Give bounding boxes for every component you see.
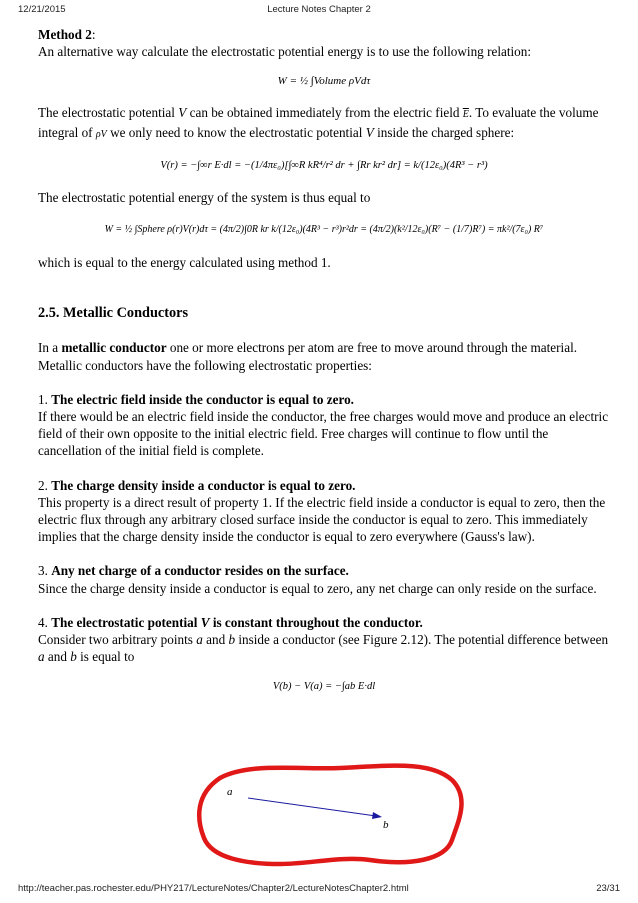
p4-b: b (228, 632, 236, 648)
equation-1: W = ½ ∫Volume ρVdτ (277, 75, 371, 88)
footer-page-number: 23/31 (596, 883, 620, 894)
method2-heading-line (38, 26, 610, 43)
p4-a: a (196, 632, 203, 648)
p1-title: The electric field inside the conductor is equal to zero. (51, 391, 354, 407)
para2-c: . To evaluate the volume integral of (38, 105, 599, 140)
p3-title: Any net charge of a conductor resides on the surface. (51, 563, 349, 579)
p4-title-V: V (200, 614, 210, 630)
p4-title-b: is constant throughout the conductor. (209, 614, 423, 630)
header-date: 12/21/2015 (18, 4, 66, 15)
equation-2-row (38, 143, 610, 189)
footer-url[interactable]: http://teacher.pas.rochester.edu/PHY217/LectureNotes/Chapter2/LectureNotesChapter2.html (18, 883, 409, 894)
property-1-text: If there would be an electric field inside the conductor, the free charges would move and produce an electric field of their own opposite to the initial electric field. Free charges will continue to flow until the cancellation of the initial field is complete. (38, 409, 609, 459)
p3-num: 3. (38, 563, 52, 579)
p4-text-a: Consider two arbitrary points (38, 632, 197, 648)
header-title: Lecture Notes Chapter 2 (267, 4, 371, 15)
property-3-text: Since the charge density inside a conductor is equal to zero, any net charge can only reside on the surface. (38, 580, 597, 596)
method2-colon: : (91, 27, 96, 42)
method2-heading: Method 2 (38, 27, 92, 42)
conductor-figure (190, 760, 470, 870)
para-potential (38, 104, 610, 142)
page-footer (18, 883, 620, 897)
p1-num: 1. (38, 391, 52, 407)
method2-intro: An alternative way calculate the electrostatic potential energy is to use the following relation: (38, 44, 532, 60)
property-1-title (38, 391, 610, 408)
point-b-label: b (383, 819, 389, 831)
p4-b2: b (70, 649, 77, 665)
property-4-title (38, 614, 610, 631)
para-equal-method1: which is equal to the energy calculated using method 1. (38, 255, 331, 271)
path-arrow-head (372, 812, 382, 819)
section-intro (38, 339, 610, 373)
intro-a: In a (38, 340, 62, 356)
p2-title: The charge density inside a conductor is equal to zero. (51, 477, 356, 493)
document-body (38, 26, 610, 705)
para2-a: The electrostatic potential (38, 105, 179, 121)
equation-1-row (38, 60, 610, 104)
equation-4-row (38, 665, 610, 705)
equation-4: V(b) − V(a) = −∫ab E·dl (272, 681, 376, 693)
property-4-text (38, 631, 610, 665)
path-arrow-line (248, 798, 376, 816)
page-header (18, 4, 620, 18)
section-title: 2.5. Metallic Conductors (38, 305, 189, 322)
point-a-label: a (227, 786, 233, 798)
para2-b: can be obtained immediately from the electric field (186, 105, 463, 121)
para2-E: $\overline{E}$ (462, 109, 469, 121)
p4-text-d: and (44, 649, 71, 665)
para2-V2: V (365, 124, 374, 140)
p4-num: 4. (38, 614, 52, 630)
para2-rhoV: ρV (95, 128, 107, 140)
p4-text-c: inside a conductor (see Figure 2.12). The potential difference between (235, 632, 609, 648)
p4-text-e: is equal to (76, 649, 135, 665)
para2-V: V (178, 105, 187, 121)
p2-num: 2. (38, 477, 52, 493)
equation-3-row (38, 206, 610, 254)
intro-b: one or more electrons per atom are free to move around through the material. Metallic conductors have the following electrostatic properties: (38, 340, 578, 373)
p4-text-b: and (202, 632, 229, 648)
p4-title-a: The electrostatic potential (51, 614, 201, 630)
para2-d: we only need to know the electrostatic potential (106, 124, 366, 140)
intro-bold: metallic conductor (61, 340, 167, 356)
equation-3: W = ½ ∫Sphere ρ(r)V(r)dτ = (4π/2)∫0R kr k/(12ε₀)(4R³ − r³)r²dr = (4π/2)(k²/12ε₀)(R⁷ − (1/7)R⁷) = πk²/(7ε₀) R⁷ (104, 224, 544, 236)
property-2-title (38, 477, 610, 494)
equation-2: V(r) = −∫∞r E·dl = −(1/4πε₀)[∫∞R kR⁴/r² dr + ∫Rr kr² dr] = k/(12ε₀)(4R³ − r³) (160, 159, 488, 171)
para-energy: The electrostatic potential energy of the system is thus equal to (38, 189, 371, 205)
property-3-title (38, 562, 610, 579)
property-2-text: This property is a direct result of property 1. If the electric field inside a conductor is equal to zero, then the electric flux through any arbitrary closed surface inside the conductor is equal to zero. This immediately implies that the charge density inside the conductor is equal to zero everywhere (Gauss's law). (38, 494, 606, 545)
para2-e: inside the charged sphere: (373, 124, 515, 140)
conductor-outline (199, 766, 461, 864)
p4-a2: a (38, 649, 45, 665)
